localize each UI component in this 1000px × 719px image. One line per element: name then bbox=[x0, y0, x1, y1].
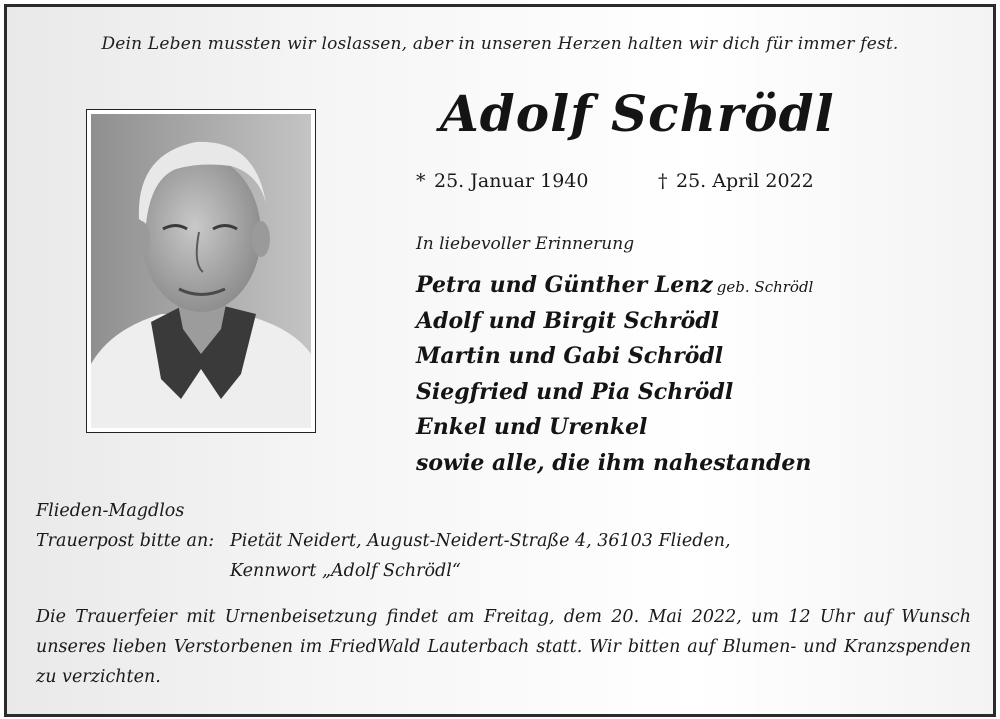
mourner-name: Petra und Günther Lenz bbox=[416, 272, 713, 298]
death-date: 25. April 2022 bbox=[676, 170, 814, 192]
mourner-name: Martin und Gabi Schrödl bbox=[416, 343, 724, 369]
mourner-name: Siegfried und Pia Schrödl bbox=[416, 378, 734, 405]
mourner-name: Adolf und Birgit Schrödl bbox=[416, 307, 720, 334]
mail-address: Pietät Neidert, August-Neidert-Straße 4, 36103 Flieden, bbox=[230, 531, 731, 551]
birth-symbol: * bbox=[416, 170, 426, 192]
memory-line: In liebevoller Erinnerung bbox=[416, 234, 635, 254]
mourner-name: Enkel und Urenkel bbox=[416, 414, 648, 440]
opening-quote: Dein Leben mussten wir loslassen, aber in unseren Herzen halten wir dich für immer fest. bbox=[101, 34, 899, 54]
mourner-item bbox=[416, 375, 813, 411]
mail-keyword: Kennwort „Adolf Schrödl“ bbox=[230, 561, 461, 581]
mail-label: Trauerpost bitte an: bbox=[36, 531, 215, 551]
portrait-photo bbox=[91, 114, 311, 428]
ceremony-text: Die Trauerfeier mit Urnenbeisetzung findet am Freitag, dem 20. Mai 2022, um 12 Uhr auf Wunsch unseres lieben Verstorbenen im FriedWald Lauterbach statt. Wir bitten auf Blumen- und Kranzspenden zu verzichten. bbox=[36, 607, 971, 687]
mourner-item bbox=[416, 339, 813, 375]
birth-date: 25. Januar 1940 bbox=[434, 170, 589, 192]
mourner-item bbox=[416, 446, 813, 482]
mourners-list bbox=[416, 268, 813, 481]
death-symbol: † bbox=[658, 170, 668, 192]
portrait-frame bbox=[86, 109, 316, 433]
portrait-illustration bbox=[91, 114, 311, 428]
mourner-item bbox=[416, 268, 813, 304]
mourner-name: sowie alle, die ihm nahestanden bbox=[416, 449, 812, 476]
mourner-item bbox=[416, 304, 813, 340]
mourner-note: geb. Schrödl bbox=[716, 278, 814, 296]
location: Flieden-Magdlos bbox=[36, 501, 185, 521]
mourner-item bbox=[416, 410, 813, 446]
deceased-name: Adolf Schrödl bbox=[440, 84, 835, 143]
